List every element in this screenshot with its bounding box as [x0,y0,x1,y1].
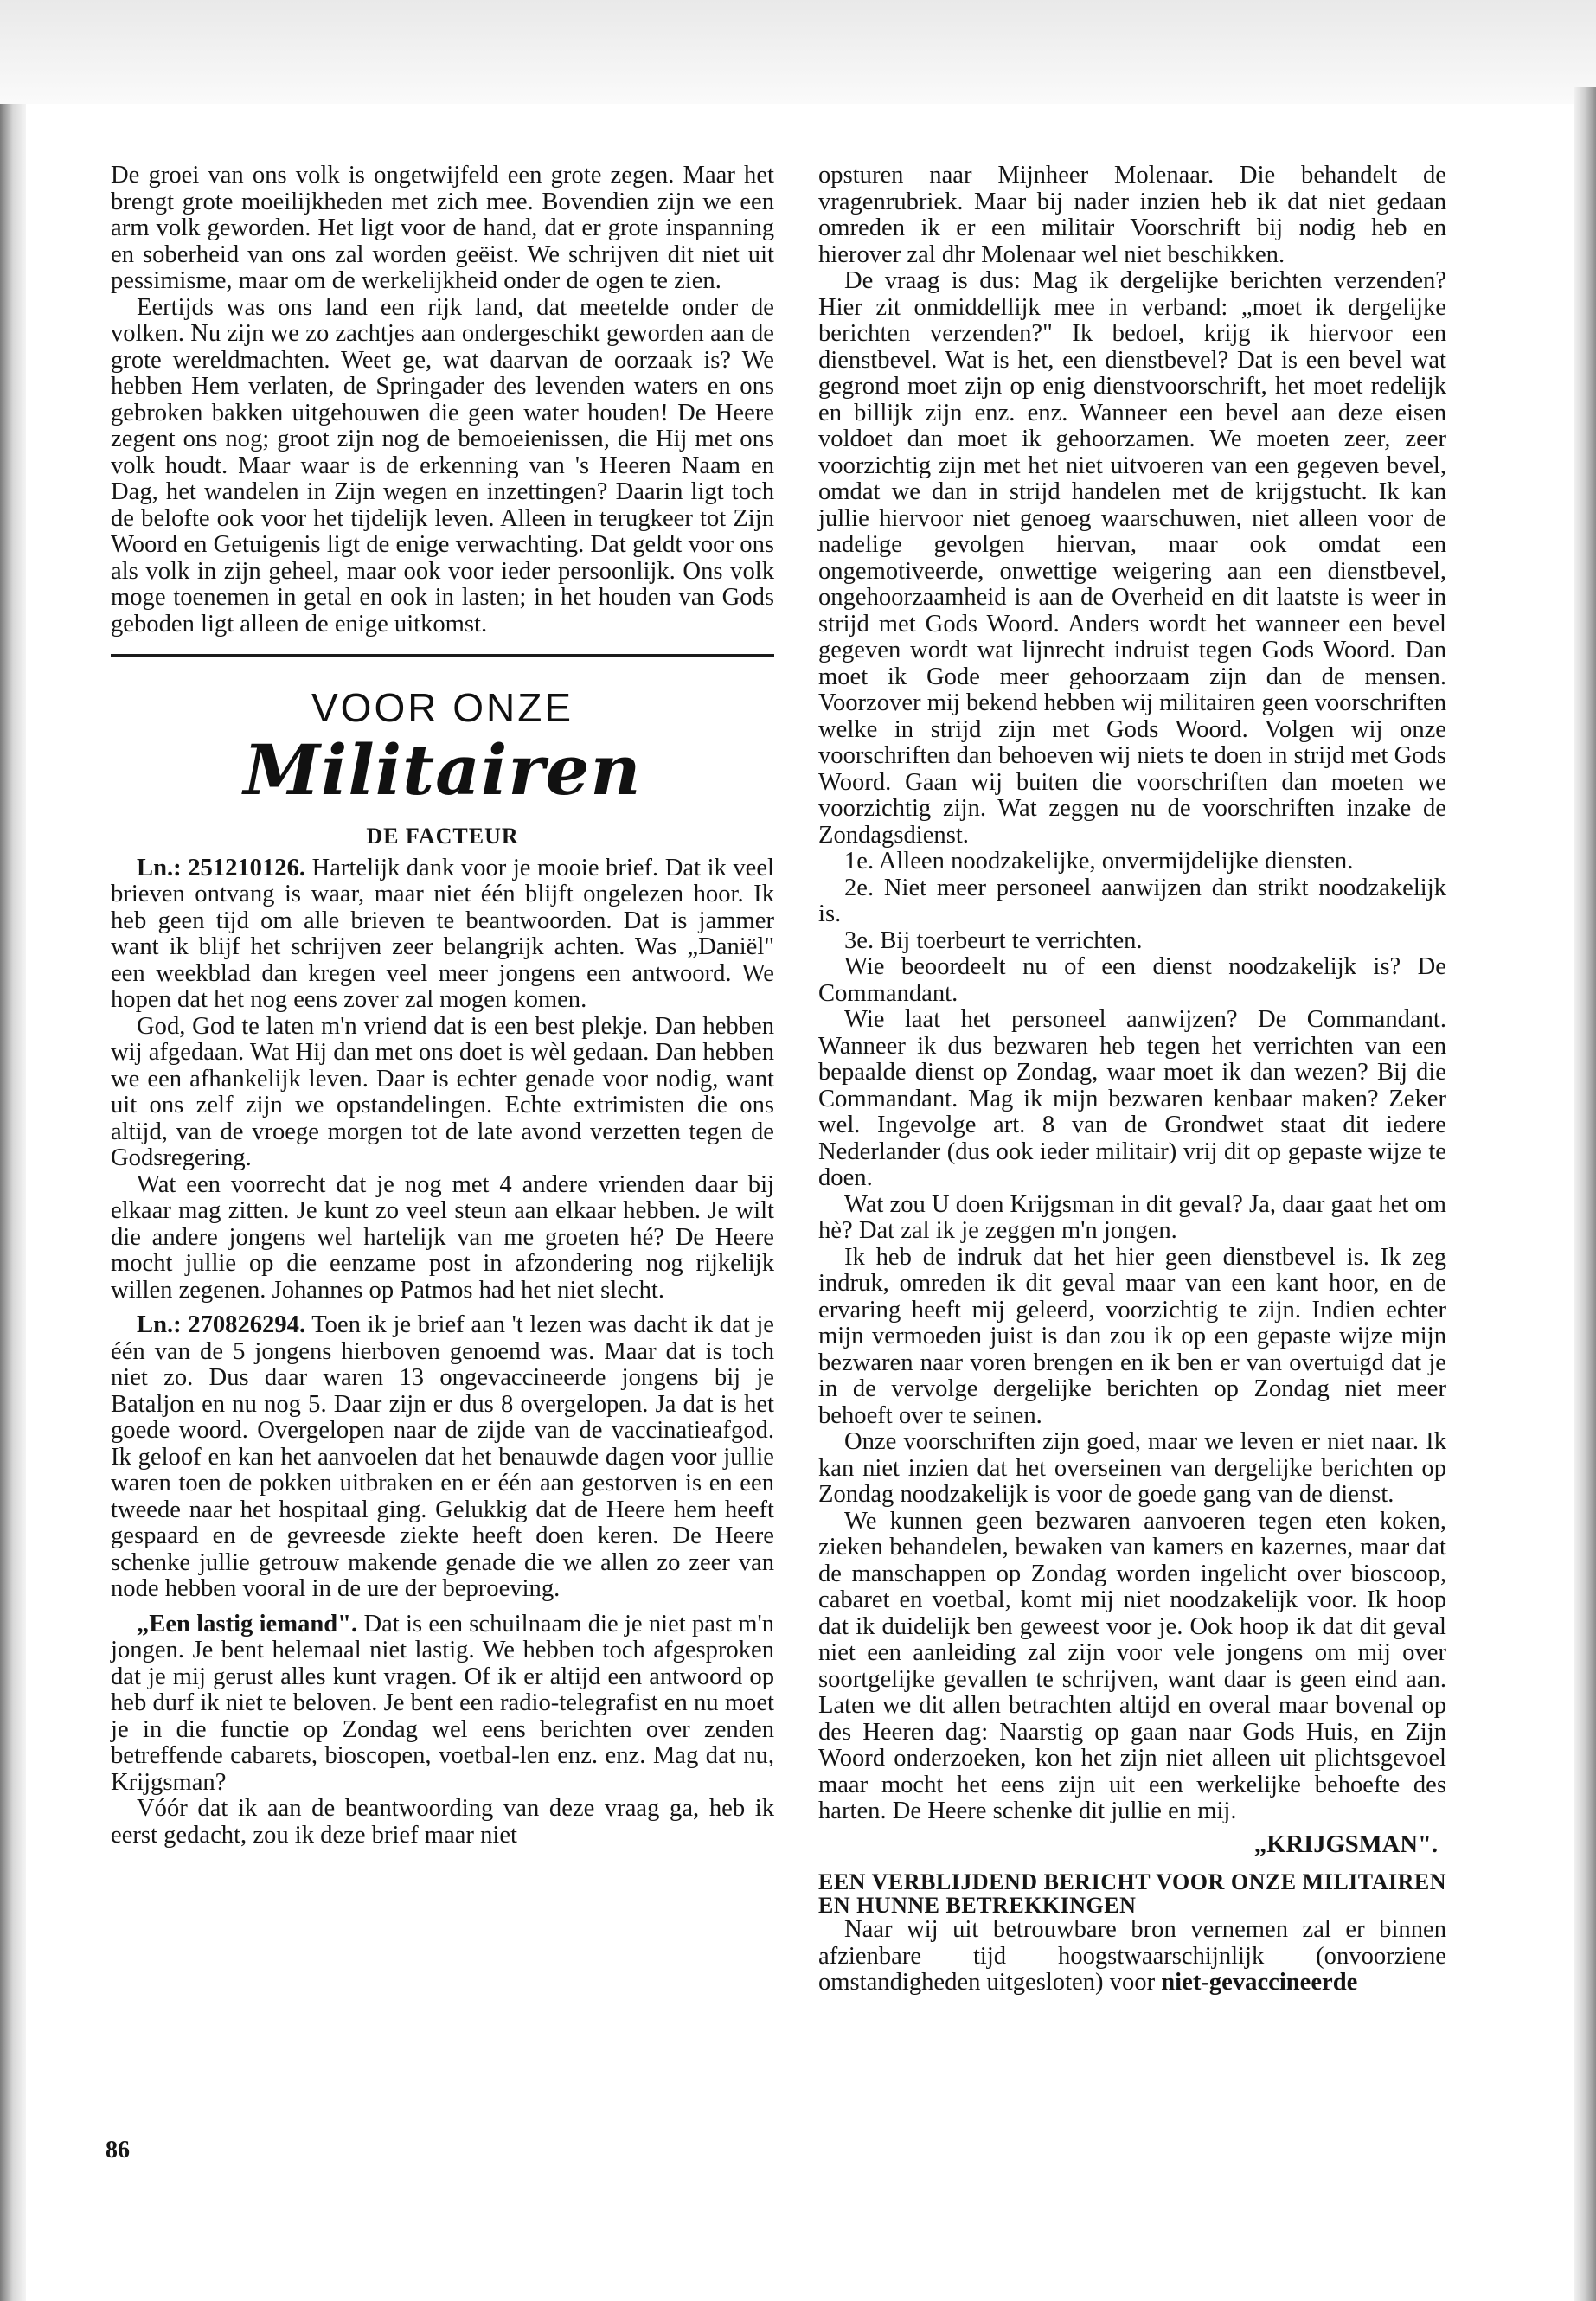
letter-2-paragraph-1 [111,1312,774,1603]
letter-1-text: Hartelijk dank voor je mooie brief. Dat ik veel brieven ontvang is waar, maar niet één blijft ongelezen hoor. Ik heb geen tijd om alle brieven te beantwoorden. Dat is jammer want ik blijf het schrijven zeer belangrijk achten. Was „Daniël" een weekblad dan kregen veel meer jongens een antwoord. We hopen dat het nog eens zover zal mogen komen. [111,854,774,1013]
news-text-bold: niet-gevaccineerde [1161,1969,1358,1996]
letter-3-paragraph-1 [111,1612,774,1797]
letter-3-paragraph-2: Vóór dat ik aan de beantwoording van deze vraag ga, heb ik eerst gedacht, zou ik deze brief maar niet [111,1795,774,1849]
right-paragraph-2: De vraag is dus: Mag ik dergelijke berichten verzenden? Hier zit onmiddellijk mee in verband: „moet ik dergelijke berichten verzenden?" Ik bedoel, krijg ik hiervoor een dienstbevel. Wat is het, een dienstbevel? Dat is een bevel wat gegrond moet zijn op enig dienstvoorschrift, het moet redelijk en billijk zijn enz. enz. Wanneer een bevel aan deze eisen voldoet dan moet ik gehoorzamen. We moeten zeer, zeer voorzichtig zijn met het niet uitvoeren van een gegeven bevel, omdat we dan in strijd handelen met de krijgstucht. Ik kan jullie hiervoor niet genoeg waarschuwen, niet alleen voor de nadelige gevolgen hiervan, maar ook omdat een ongemotiveerde, onwettige weigering aan een dienstbevel, ongehoorzaamheid is aan de Overheid en dit laatste is weer in strijd met Gods Woord. Anders wordt het wanneer een bevel gegeven wordt wat lijnrecht indruist tegen Gods Woord. Dan moet ik Gode meer gehoorzaam zijn dan de mensen. Voorzover mij bekend hebben wij militairen geen voorschriften welke in strijd zijn met Gods Woord. Volgen wij onze voorschriften dan behoeven wij niets te doen in strijd met Gods Woord. Gaan wij buiten die voorschriften dan moeten we voorzichtig zijn. Wat zeggen nu de voorschriften inzake de Zondagsdienst. [818,267,1447,849]
right-column [818,163,1446,1997]
section-header [111,683,774,810]
news-heading: EEN VERBLIJDEND BERICHT VOOR ONZE MILITAIREN EN HUNNE BETREKKINGEN [818,1869,1446,1918]
section-divider [111,654,774,657]
right-paragraph-5: Wat zou U doen Krijgsman in dit geval? Ja, daar gaat het om hè? Dat zal ik je zeggen m'n jongen. [818,1190,1446,1244]
rule-item-1: 1e. Alleen noodzakelijke, onvermijdelijke diensten. [844,848,1354,875]
letter-1-paragraph-1 [111,856,774,1014]
letter-3-text: Dat is een schuilnaam die je niet past m'n jongen. Je bent helemaal niet lastig. We hebben toch afgesproken dat je mij gerust alles kunt vragen. Of ik er altijd een antwoord op heb durf ik niet te beloven. Je bent een radio-telegrafist en nu moet je in die functie op Zondag wel eens berichten over zenden betreffende cabarets, bioscopen, voetbal-len enz. enz. Mag dat nu, Krijgsman? [111,1610,774,1796]
news-text: Naar wij uit betrouwbare bron vernemen zal er binnen afzienbare tijd hoogstwaarschijnlijk (onvoorziene omstandigheden uitgesloten) voor [818,1916,1446,1996]
right-paragraph-1: opsturen naar Mijnheer Molenaar. Die behandelt de vragenrubriek. Maar bij nader inzien heb ik dat niet gedaan omreden ik er een militair Voorschrift bij nodig heb en hierover zal dhr Molenaar wel niet beschikken. [818,162,1446,268]
subheading: DE FACTEUR [366,824,519,849]
letter-2-id: Ln.: 270826294. [137,1311,306,1338]
right-paragraph-7: Onze voorschriften zijn goed, maar we leven er niet naar. Ik kan niet inzien dat het overseinen van dergelijke berichten op Zondag noodzakelijk is voor de goede gang van de dienst. [818,1428,1446,1508]
right-paragraph-6: Ik heb de indruk dat het hier geen dienstbevel is. Ik zeg indruk, omreden ik dit geval maar van een kant hoor, en de ervaring heeft mij geleerd, voorzichtig te zijn. Indien echter mijn vermoeden juist is dan zou ik op een gepaste wijze mijn bezwaren naar voren brengen en ik ben er van overtuigd dat je in de vervolge dergelijke berichten op Zondag niet meer behoeft over te seinen. [818,1243,1446,1429]
right-paragraph-3: Wie beoordeelt nu of een dienst noodzakelijk is? De Commandant. [818,953,1446,1007]
left-column [111,163,774,1849]
intro-paragraph-1: De groei van ons volk is ongetwijfeld een grote zegen. Maar het brengt grote moeilijkheden met zich mee. Bovendien zijn we een arm volk geworden. Het ligt voor de hand, dat er grote inspanning en soberheid van ons zal worden geëist. We schrijven dit niet uit pessimisme, maar om de werkelijkheid onder de ogen te zien. [111,162,774,294]
signature: „KRIJGSMAN". [1253,1830,1438,1858]
letter-1-id: Ln.: 251210126. [137,854,306,881]
scan-left-edge [0,104,26,2301]
rule-item-2: 2e. Niet meer personeel aanwijzen dan strikt noodzakelijk is. [818,874,1446,927]
page-number: 86 [106,2137,130,2163]
news-paragraph [818,1917,1446,1997]
scan-right-edge [1574,87,1596,2301]
right-paragraph-8: We kunnen geen bezwaren aanvoeren tegen eten koken, zieken behandelen, bewaken van kamers en kazernes, maar dat de manschappen op Zondag worden ingelicht over bioscoop, cabaret en voetbal, komt mij niet noodzakelijk voor. Ik hoop dat ik duidelijk ben geweest voor je. Ook hoop ik dat dit geval niet een aanleiding zal zijn voor vele jongens om mij over soortgelijke gevallen te schrijven, want daar is geen eind aan. Laten we dit allen betrachten altijd en overal maar bovenal op des Heeren dag: Naarstig op gaan naar Gods Huis, en Zijn Woord onderzoeken, kon het zijn niet alleen uit plichtsgevoel maar mocht het eens zijn uit een werkelijke behoefte des harten. De Heere schenke dit jullie en mij. [818,1507,1446,1824]
section-title-line1: VOOR ONZE [311,685,574,730]
letter-1-paragraph-2: God, God te laten m'n vriend dat is een best plekje. Dan hebben wij afgedaan. Wat Hij dan met ons doet is wèl gedaan. Dan hebben we een afhankelijk leven. Daar is echter genade voor nodig, want uit ons zelf zijn we opstandelingen. Echte extrimisten die ons altijd, van de vroege morgen tot de late avond verzetten tegen de Godsregering. [111,1012,774,1171]
scan-top-edge [0,0,1596,104]
letter-1-paragraph-3: Wat een voorrecht dat je nog met 4 andere vrienden daar bij elkaar mag zitten. Je kunt zo veel steun aan elkaar hebben. Je wilt die andere jongens wel hartelijk van me groeten hé? De Heere mocht jullie op die eenzame post in afzondering nog rijkelijk willen zegenen. Johannes op Patmos had het niet slecht. [111,1170,774,1304]
letter-3-id: „Een lastig iemand". [137,1610,358,1638]
section-title-line2: Militairen [243,729,642,811]
intro-paragraph-2: Eertijds was ons land een rijk land, dat meetelde onder de volken. Nu zijn we zo zachtjes aan ondergeschikt geworden aan de grote wereldmachten. Weet ge, wat daarvan de oorzaak is? We hebben Hem verlaten, de Springader des levenden waters en ons gebroken bakken uitgehouwen die geen water houden! De Heere zegent ons nog; groot zijn nog de bemoeienissen, die Hij met ons volk houdt. Maar waar is de erkenning van 's Heeren Naam en Dag, het wandelen in Zijn wegen en inzettingen? Daarin ligt toch de belofte ook voor het tijdelijk leven. Alleen in terugkeer tot Zijn Woord en Getuigenis ligt de enige verwachting. Dat geldt voor ons als volk in zijn geheel, maar ook voor ieder persoonlijk. Ons volk moge toenemen in getal en ook in lasten; in het houden van Gods geboden ligt alleen de enige uitkomst. [111,293,774,638]
rule-item-3: 3e. Bij toerbeurt te verrichten. [844,926,1143,954]
letter-2-text: Toen ik je brief aan 't lezen was dacht ik dat je één van de 5 jongens hierboven genoemd was. Maar dat is toch niet zo. Dus daar waren 13 ongevaccineerde jongens bij je Bataljon en nu nog 5. Daar zijn er dus 8 overgelopen. Ja dat is het goede woord. Overgelopen naar de zijde van de vaccinatieafgod. Ik geloof en kan het aanvoelen dat het benauwde dagen voor jullie waren toen de pokken uitbraken en er één aan gestorven is en een tweede naar het hospitaal ging. Gelukkig dat de Heere hem heeft gespaard en de gevreesde ziekte heeft doen keren. De Heere schenke jullie getrouw makende genade die we allen zo zeer van node hebben vooral in de ure der beproeving. [111,1311,774,1602]
right-paragraph-4: Wie laat het personeel aanwijzen? De Commandant. Wanneer ik dus bezwaren heb tegen het verrichten van een bepaalde dienst op Zondag, waar moet ik dan wezen? Bij die Commandant. Mag ik mijn bezwaren kenbaar maken? Zeker wel. Ingevolge art. 8 van de Grondwet staat dit iedere Nederlander (dus ook ieder militair) vrij dit op gepaste wijze te doen. [818,1006,1446,1191]
